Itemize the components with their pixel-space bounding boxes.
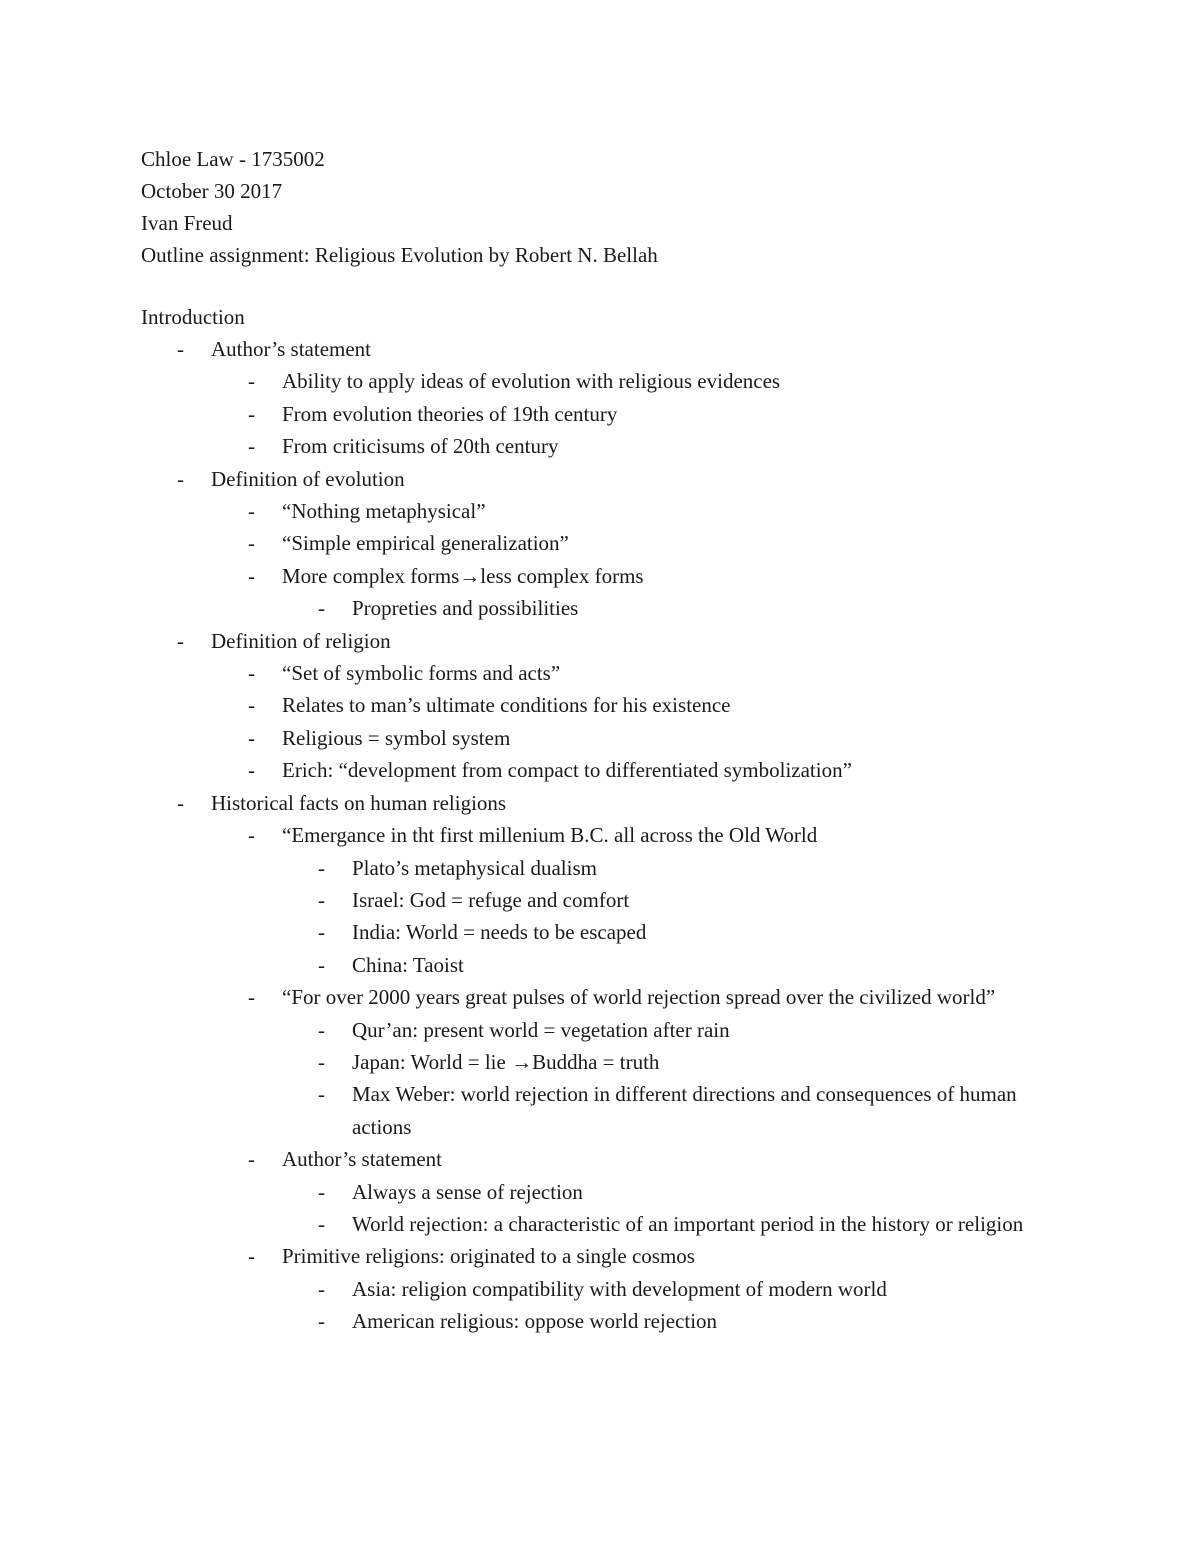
bullet-dash: - bbox=[318, 1082, 325, 1107]
bullet-dash: - bbox=[248, 531, 255, 556]
outline-item-text: “Set of symbolic forms and acts” bbox=[282, 661, 561, 686]
bullet-dash: - bbox=[318, 1179, 325, 1204]
outline-item-text: Always a sense of rejection bbox=[352, 1179, 583, 1204]
outline-item-level-2 bbox=[141, 981, 1071, 1013]
outline-item-text: Ability to apply ideas of evolution with religious evidences bbox=[282, 369, 781, 394]
bullet-dash: - bbox=[318, 952, 325, 977]
bullet-dash: - bbox=[177, 466, 184, 491]
outline-item-text: Author’s statement bbox=[282, 1147, 443, 1172]
outline-item-level-2 bbox=[141, 398, 1071, 430]
bullet-dash: - bbox=[248, 985, 255, 1010]
outline-item-text: “Emergance in tht first millenium B.C. all across the Old World bbox=[282, 823, 818, 848]
bullet-dash: - bbox=[318, 1309, 325, 1334]
outline-item-level-2 bbox=[141, 1143, 1071, 1175]
outline-item-text: Relates to man’s ultimate conditions for his existence bbox=[282, 693, 731, 718]
bullet-dash: - bbox=[318, 1276, 325, 1301]
bullet-dash: - bbox=[248, 661, 255, 686]
instructor-line: Ivan Freud bbox=[141, 211, 233, 235]
bullet-dash: - bbox=[318, 920, 325, 945]
outline-item-level-3 bbox=[141, 1305, 1071, 1337]
bullet-dash: - bbox=[248, 369, 255, 394]
outline-item-level-2 bbox=[141, 430, 1071, 462]
outline-item-level-3 bbox=[141, 1273, 1071, 1305]
date-line: October 30 2017 bbox=[141, 179, 283, 203]
outline-item-text: Asia: religion compatibility with development of modern world bbox=[352, 1276, 887, 1301]
outline-item-level-2 bbox=[141, 495, 1071, 527]
outline-item-text: “Nothing metaphysical” bbox=[282, 499, 486, 524]
outline-item-text: More complex forms→less complex forms bbox=[282, 563, 644, 588]
bullet-dash: - bbox=[248, 434, 255, 459]
outline-item-text: Erich: “development from compact to differentiated symbolization” bbox=[282, 758, 852, 783]
bullet-dash: - bbox=[248, 499, 255, 524]
bullet-dash: - bbox=[248, 725, 255, 750]
outline-item-level-2 bbox=[141, 689, 1071, 721]
outline-item-text: India: World = needs to be escaped bbox=[352, 920, 647, 945]
outline-item-text: Propreties and possibilities bbox=[352, 596, 579, 621]
outline-item-level-3 bbox=[141, 852, 1071, 884]
outline-item-level-1 bbox=[141, 333, 1071, 365]
bullet-dash: - bbox=[177, 790, 184, 815]
outline-item-level-1 bbox=[141, 625, 1071, 657]
author-line: Chloe Law - 1735002 bbox=[141, 147, 325, 171]
bullet-dash: - bbox=[248, 1147, 255, 1172]
bullet-dash: - bbox=[318, 855, 325, 880]
outline-item-level-2 bbox=[141, 754, 1071, 786]
outline-item-level-3 bbox=[141, 592, 1071, 624]
outline-item-text: Definition of religion bbox=[211, 628, 391, 653]
outline-item-level-3 bbox=[141, 1176, 1071, 1208]
outline-item-level-3 bbox=[141, 1046, 1071, 1078]
bullet-dash: - bbox=[248, 563, 255, 588]
outline-item-text: World rejection: a characteristic of an important period in the history or religion bbox=[352, 1211, 1024, 1236]
outline-item-level-2 bbox=[141, 560, 1071, 592]
outline-item-level-2 bbox=[141, 365, 1071, 397]
bullet-dash: - bbox=[248, 1244, 255, 1269]
bullet-dash: - bbox=[318, 596, 325, 621]
outline-item-text: Primitive religions: originated to a single cosmos bbox=[282, 1244, 695, 1269]
outline-item-text: Definition of evolution bbox=[211, 466, 405, 491]
outline-item-text: Plato’s metaphysical dualism bbox=[352, 855, 597, 880]
bullet-dash: - bbox=[177, 628, 184, 653]
bullet-dash: - bbox=[318, 1211, 325, 1236]
bullet-dash: - bbox=[318, 1049, 325, 1074]
bullet-dash: - bbox=[248, 758, 255, 783]
outline-item-text: Max Weber: world rejection in different directions and consequences of human actions bbox=[352, 1082, 1017, 1139]
assignment-title: Outline assignment: Religious Evolution by Robert N. Bellah bbox=[141, 243, 658, 267]
bullet-dash: - bbox=[248, 823, 255, 848]
outline-item-text: Qur’an: present world = vegetation after rain bbox=[352, 1017, 730, 1042]
bullet-dash: - bbox=[318, 887, 325, 912]
outline-item-level-3 bbox=[141, 884, 1071, 916]
outline-item-text: “For over 2000 years great pulses of world rejection spread over the civilized world” bbox=[282, 985, 996, 1010]
bullet-dash: - bbox=[177, 337, 184, 361]
outline-item-text: From criticisums of 20th century bbox=[282, 434, 559, 459]
outline-item-text: From evolution theories of 19th century bbox=[282, 401, 618, 426]
outline bbox=[141, 301, 1071, 1338]
outline-item-text: China: Taoist bbox=[352, 952, 464, 977]
outline-item-level-1 bbox=[141, 787, 1071, 819]
document-header bbox=[141, 143, 1121, 271]
outline-item-text: Historical facts on human religions bbox=[211, 790, 507, 815]
outline-item-level-3 bbox=[141, 949, 1071, 981]
outline-item-level-2 bbox=[141, 722, 1071, 754]
outline-item-text: Japan: World = lie →Buddha = truth bbox=[352, 1049, 660, 1074]
bullet-dash: - bbox=[318, 1017, 325, 1042]
outline-list bbox=[141, 333, 1071, 1338]
bullet-dash: - bbox=[248, 693, 255, 718]
outline-item-level-2 bbox=[141, 657, 1071, 689]
outline-item-level-3 bbox=[141, 916, 1071, 948]
outline-item-text: Author’s statement bbox=[211, 337, 372, 361]
outline-item-text: American religious: oppose world rejection bbox=[352, 1309, 718, 1334]
outline-item-level-3 bbox=[141, 1078, 1071, 1143]
outline-item-level-3 bbox=[141, 1014, 1071, 1046]
outline-item-level-2 bbox=[141, 1240, 1071, 1272]
outline-item-level-1 bbox=[141, 463, 1071, 495]
outline-item-text: “Simple empirical generalization” bbox=[282, 531, 569, 556]
outline-item-level-2 bbox=[141, 819, 1071, 851]
outline-item-level-3 bbox=[141, 1208, 1071, 1240]
outline-item-text: Israel: God = refuge and comfort bbox=[352, 887, 630, 912]
section-title: Introduction bbox=[141, 305, 245, 329]
outline-item-level-2 bbox=[141, 527, 1071, 559]
bullet-dash: - bbox=[248, 401, 255, 426]
outline-item-text: Religious = symbol system bbox=[282, 725, 511, 750]
